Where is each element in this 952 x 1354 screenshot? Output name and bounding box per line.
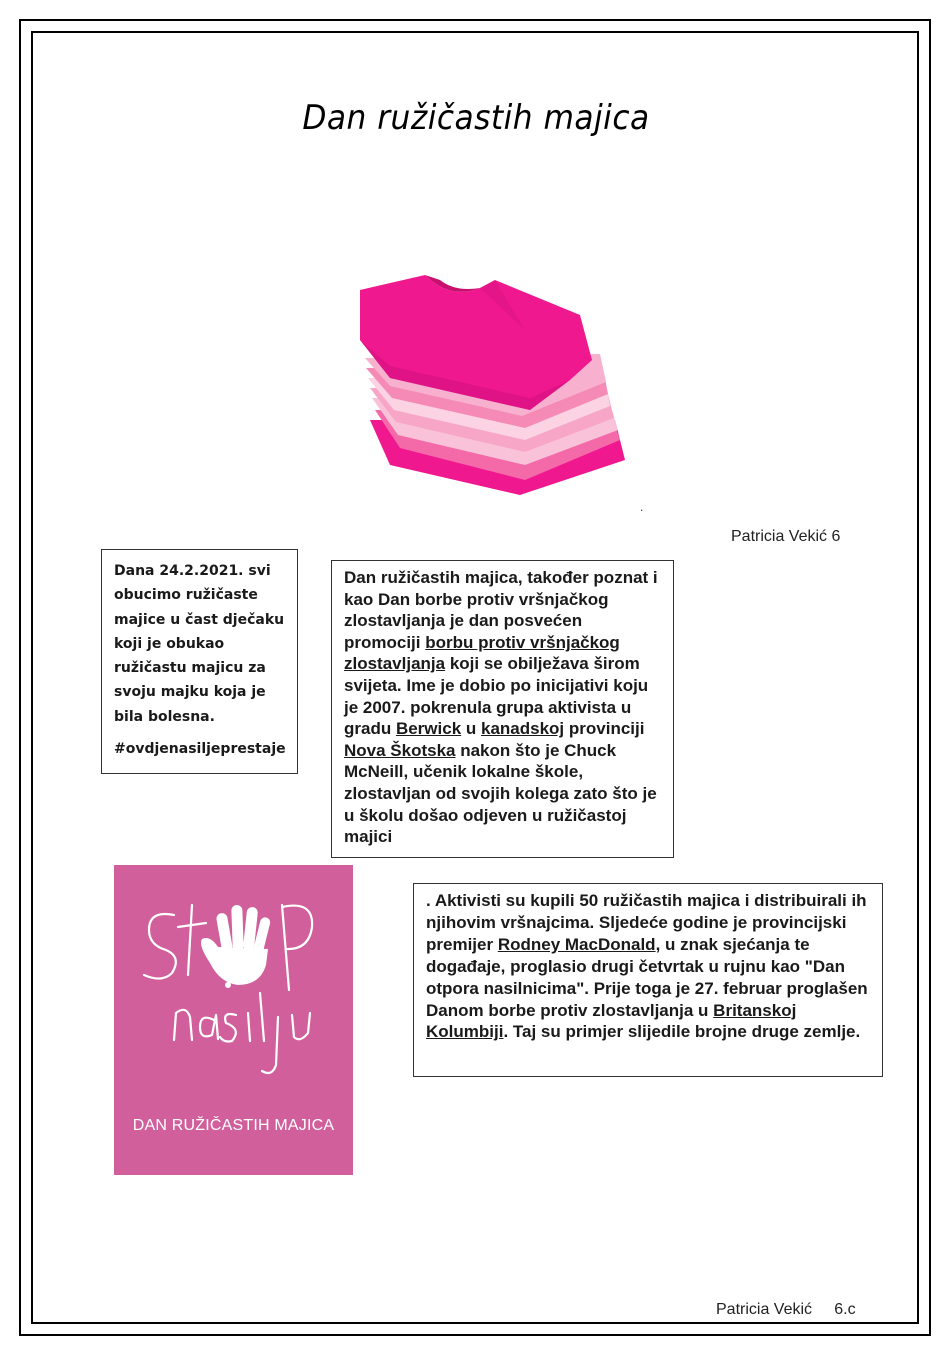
- link-berwick[interactable]: Berwick: [395, 719, 462, 739]
- hashtag: #ovdjenasiljeprestaje: [114, 741, 286, 758]
- activists-text-part: . Aktivisti su kupili 50 ružičastih majica i distribuirali ih njihovim vršnajcima. Sljedeće godine je provincijski premijer: [426, 891, 867, 954]
- link-bullying-fight[interactable]: borbu protiv vršnjačkog zlostavljanja: [344, 632, 620, 674]
- stop-violence-image: [114, 865, 353, 1175]
- stray-dot: .: [640, 500, 644, 514]
- intro-text: Dana 24.2.2021. svi obucimo ružičaste majice u čast dječaku koji je obukao ružičastu majicu za svoju majku koja je bila bolesna.: [114, 563, 285, 725]
- history-text-part: nakon što je Chuck McNeill, učenik lokalne škole, zlostavljan od svojih kolega zato što je u školu došao odjeven u ružičastoj majici: [344, 740, 657, 847]
- activists-text-box: [413, 883, 883, 1077]
- history-text-part: Dan ružičastih majica, također poznat i kao Dan borbe protiv vršnjačkog zlostavljanja je dan posvećen promociji: [344, 568, 658, 652]
- activists-text-part: . Taj su primjer slijedile brojne druge zemlje.: [503, 1022, 861, 1042]
- author-name-top: Patricia Vekić 6: [731, 528, 841, 545]
- link-rodney-macdonald[interactable]: Rodney MacDonald: [497, 934, 656, 954]
- link-nova-scotia[interactable]: Nova Škotska: [344, 740, 456, 760]
- author-name-bottom: Patricia Vekić 6.c: [716, 1301, 856, 1318]
- stop-hand-logo: [114, 865, 353, 1105]
- link-british-columbia[interactable]: Britanskoj Kolumbiji: [426, 1000, 797, 1042]
- history-text-part: provinciji: [564, 719, 645, 739]
- history-text-box: [331, 560, 674, 858]
- link-canadian[interactable]: kanadskoj: [481, 719, 565, 739]
- intro-text-box: [101, 549, 298, 774]
- pink-shirts-image: [330, 270, 630, 500]
- history-text-part: koji se obilježava širom svijeta. Ime je dobio po inicijativi koju je 2007. pokrenula grupa aktivista u gradu: [344, 654, 649, 739]
- stop-image-caption: DAN RUŽIČASTIH MAJICA: [132, 1117, 335, 1134]
- activists-text-part: , u znak sjećanja te događaje, proglasio drugi četvrtak u rujnu kao "Dan otpora nasilnicima". Prije toga je 27. februar proglašen Danom borbe protiv zlostavljanja u: [426, 934, 868, 1020]
- history-text-part: u: [461, 719, 481, 739]
- page-title: Dan ružičastih majica: [302, 98, 650, 138]
